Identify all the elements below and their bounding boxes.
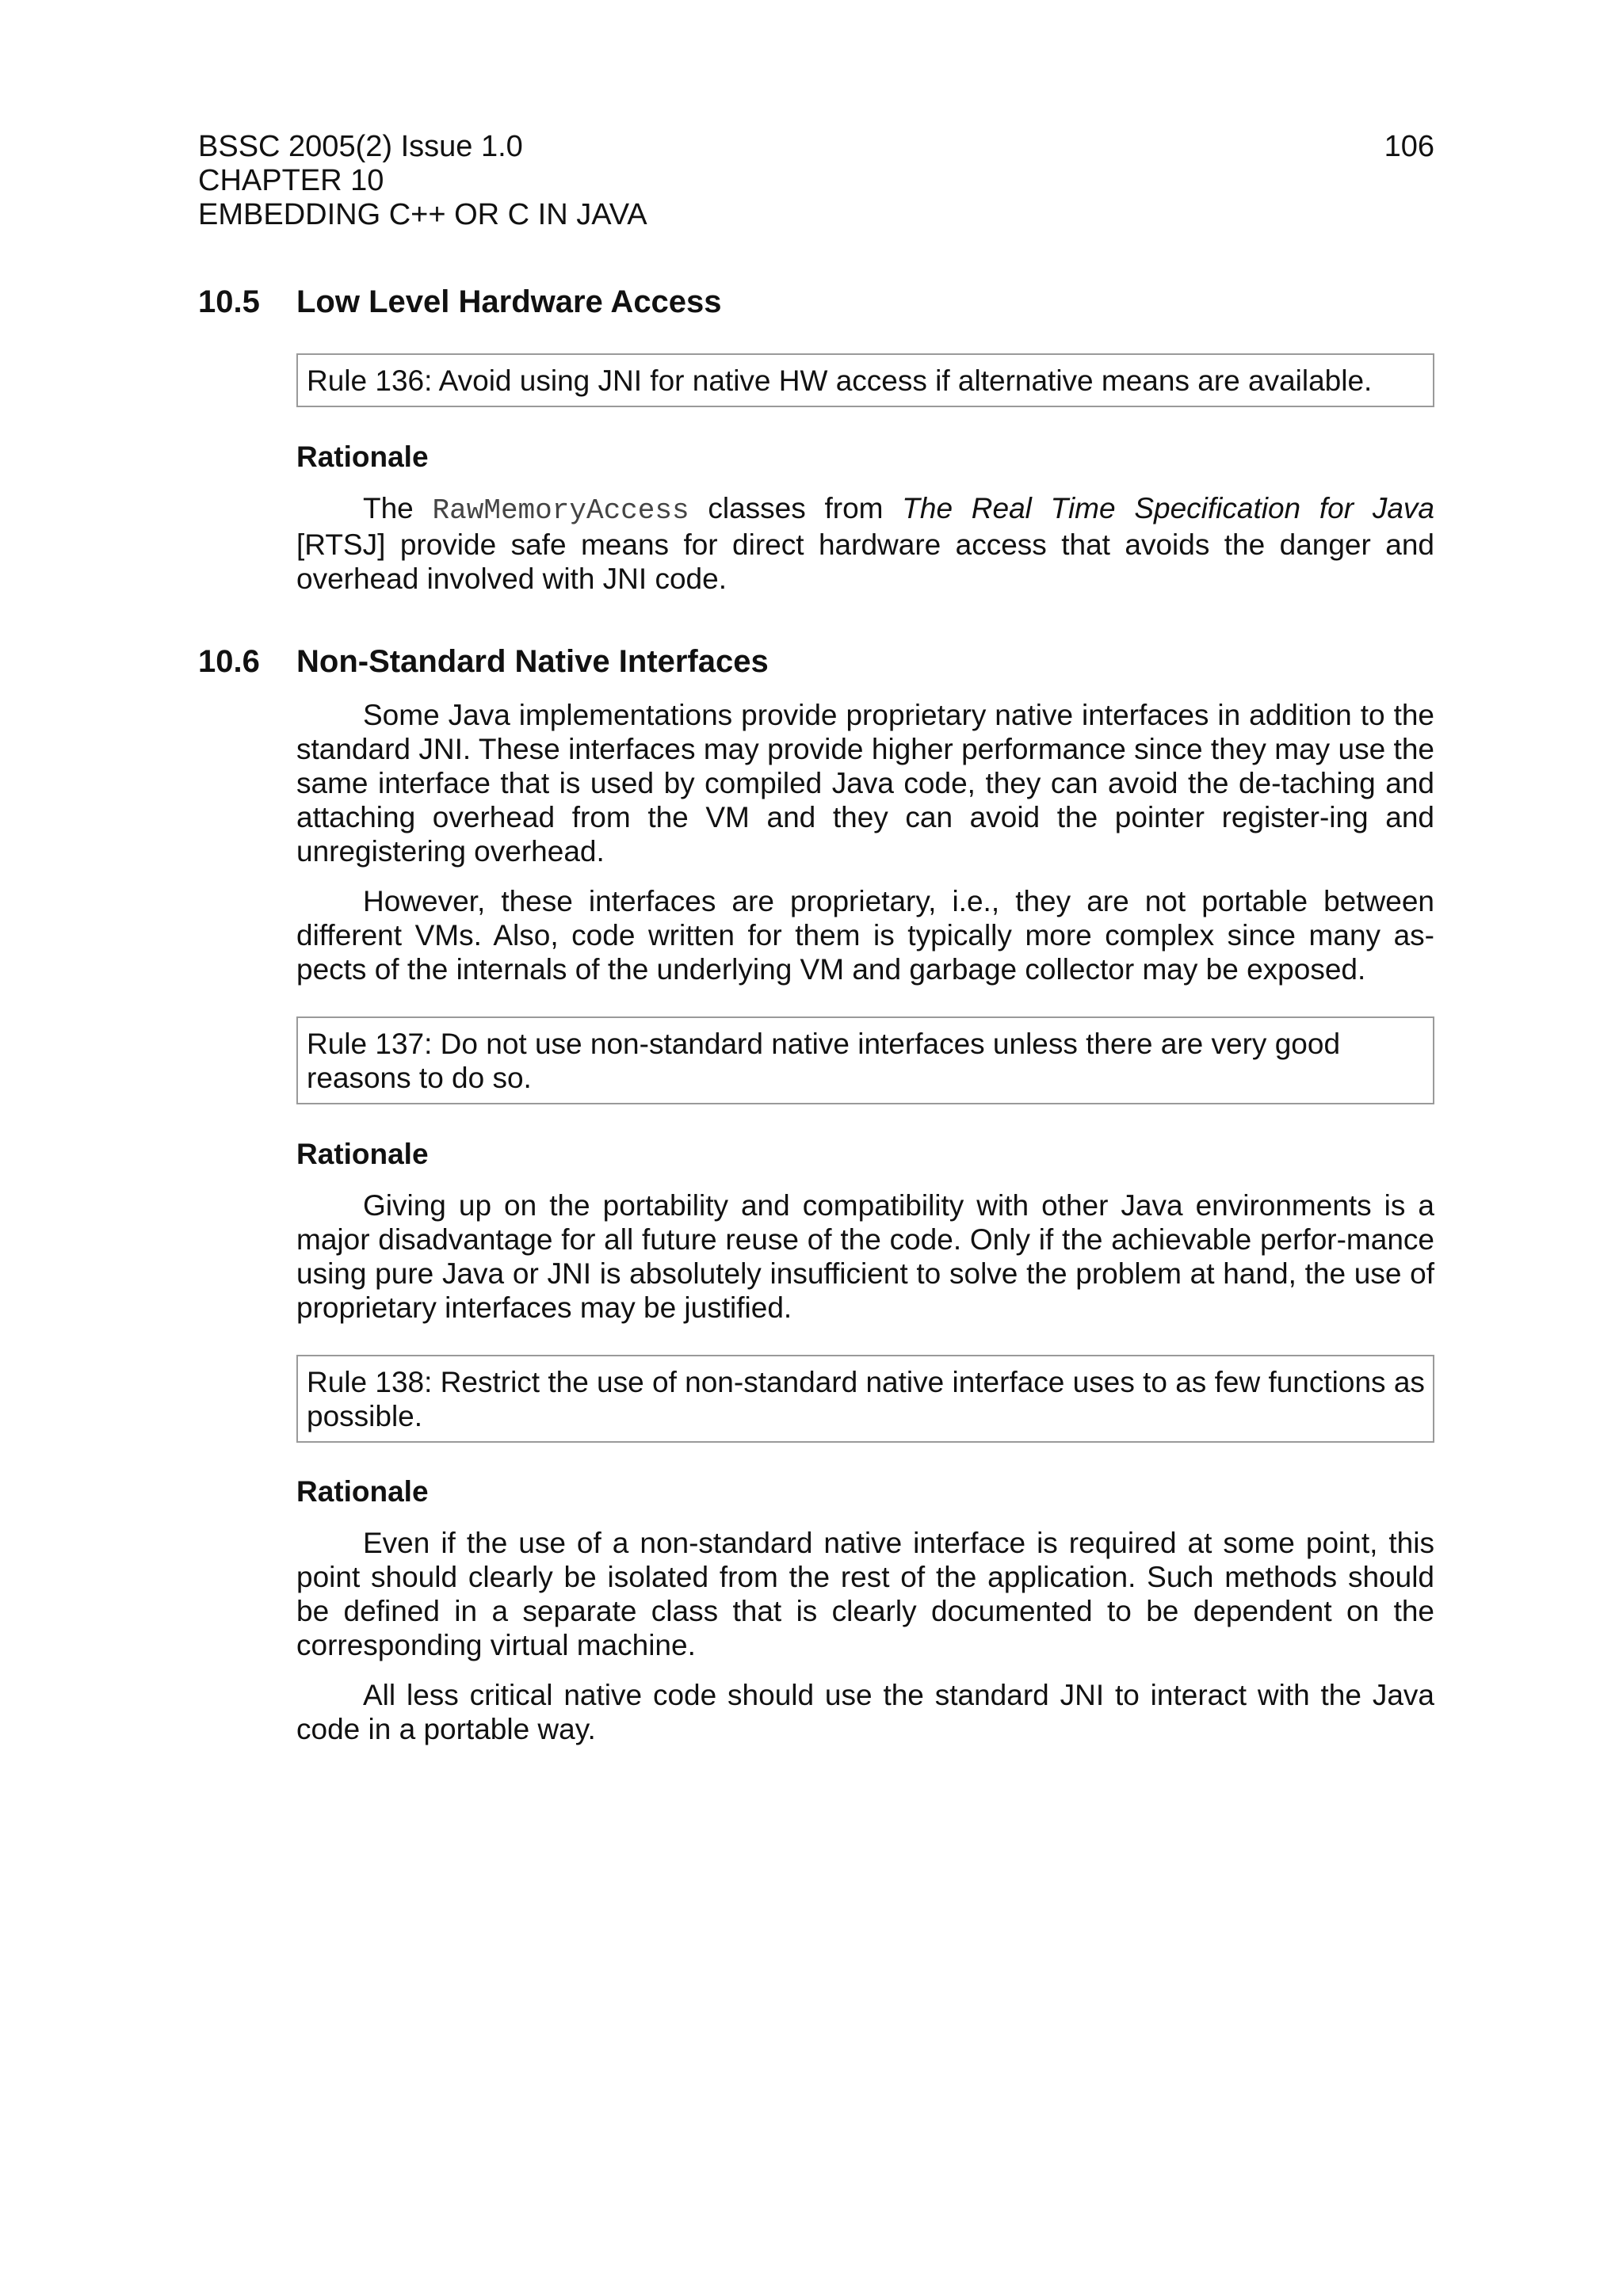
text-run: The: [363, 492, 433, 524]
section-title: Low Level Hardware Access: [296, 284, 722, 319]
rule-136-text: Rule 136: Avoid using JNI for native HW access if alternative means are available.: [307, 364, 1373, 397]
section-title: Non-Standard Native Interfaces: [296, 644, 769, 679]
rationale-heading-137: Rationale: [296, 1138, 429, 1170]
rtsj-title: The Real Time Specification for Java: [902, 492, 1434, 524]
rule-138-box: [296, 1355, 1434, 1443]
rationale-138-body: [296, 1526, 1434, 1746]
rationale-137-body: [296, 1188, 1434, 1325]
rationale-heading-136: Rationale: [296, 441, 429, 473]
doc-id: BSSC 2005(2) Issue 1.0: [198, 130, 523, 163]
section-heading-10-6: [198, 643, 1434, 680]
chapter-label: CHAPTER 10: [198, 164, 384, 197]
page-number: 106: [1384, 130, 1434, 163]
section-number: 10.6: [198, 644, 260, 679]
page-header: [198, 130, 1434, 232]
rationale-136-body: [296, 491, 1434, 596]
text-run: classes from: [689, 492, 903, 524]
section-number: 10.5: [198, 284, 260, 319]
text-run: [RTSJ] provide safe means for direct hardware access that avoids the danger and overhead involved with JNI code.: [296, 528, 1434, 595]
code-rawmemoryaccess: RawMemoryAccess: [432, 494, 689, 527]
rule-137-text: Rule 137: Do not use non-standard native interfaces unless there are very good reasons to do so.: [307, 1028, 1341, 1094]
section-10-6-intro: [296, 698, 1434, 986]
rationale-heading-138: Rationale: [296, 1475, 429, 1508]
rule-137-box: [296, 1016, 1434, 1104]
chapter-title: EMBEDDING C++ OR C IN JAVA: [198, 198, 647, 231]
paragraph-proprietary-interfaces: Some Java implementations provide proprietary native interfaces in addition to the standard JNI. These interfaces may provide higher performance since they may use the same interface that is used by compiled Java code, they can avoid the de-taching and attaching overhead from the VM and they can avoid the pointer register-ing and unregistering overhead.: [296, 699, 1434, 868]
rule-136-box: [296, 353, 1434, 407]
rationale-138-paragraph-1: Even if the use of a non-standard native interface is required at some point, this point should clearly be isolated from the rest of the application. Such methods should be defined in a separate class that is clearly documented to be dependent on the corresponding virtual machine.: [296, 1527, 1434, 1661]
rationale-137-paragraph: Giving up on the portability and compatibility with other Java environments is a major disadvantage for all future reuse of the code. Only if the achievable perfor-mance using pure Java or JNI is absolutely insufficient to solve the problem at hand, the use of proprietary interfaces may be justified.: [296, 1189, 1434, 1324]
rationale-138-paragraph-2: All less critical native code should use the standard JNI to interact with the Java code in a portable way.: [296, 1679, 1434, 1745]
section-heading-10-5: [198, 284, 1434, 320]
rule-138-text: Rule 138: Restrict the use of non-standard native interface uses to as few functions as possible.: [307, 1366, 1425, 1432]
rationale-136-paragraph: [296, 491, 1434, 596]
paragraph-not-portable: However, these interfaces are proprietary, i.e., they are not portable between different VMs. Also, code written for them is typically more complex since many as-pects of the internals of the underlying VM and garbage collector may be exposed.: [296, 885, 1434, 986]
